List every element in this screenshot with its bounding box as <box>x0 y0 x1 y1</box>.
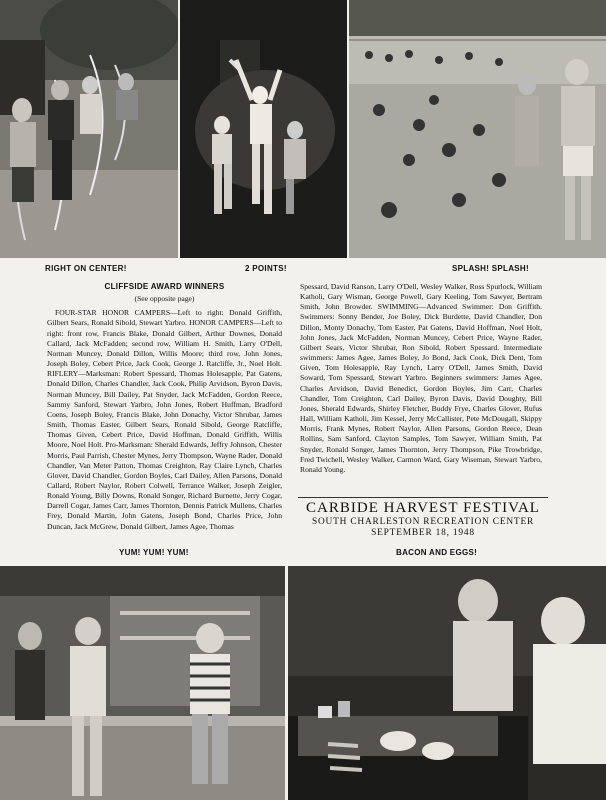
festival-place: SOUTH CHARLESTON RECREATION CENTER <box>311 517 535 527</box>
photo-kitchen <box>0 566 285 800</box>
festival-rule-top <box>298 497 548 498</box>
caption-kitchen: YUM! YUM! YUM! <box>119 548 189 557</box>
article-subheading: (See opposite page) <box>134 294 195 304</box>
article-body-2: Spessard, David Ranson, Larry O'Dell, Wesley Walker, Ross Spurlock, William Katholi, Gary Wisman, George Powell, Gary Keeling, Tom Sawyer, Bertram Smith, John Browder. SWIMMING—Advanced Swimmer: Don Griffith. Swimmers: Sonny Bender, Joe Boley, Dick Burdette, David Chandler, Don Dillon, Monty Donachy, Tom Easter, Pat Gatens, David Hoffman, Noel Holt, John Jones, Jack McFadden, Norman Muncey, Cebert Price, Wayne Rader, Gilbert Sears, Victor Shrubar, Ron Sibold, Robert Spessard. Intermediate swimmers: James Agee, James Boley, Jo Bond, Jack Cook, Dick Dent, Tom Given, Tom Holesapple, Ray Lynch, Larry O'Dell, James Smith, David Soward, Tom Spessard, Stewart Yarbro. Beginners swimmers: James Agee, Charles Arvidson, David Benedict, Gordon Boyles, Jim Carr, Charles Chandler, Tom Creighton, Carl Dailey, Byron Davis, David Doughty, Bill Jones, Sherald Edwards, Shirley Fletcher, Buddy Frye, Charles Glover, Rufus Hall, William Katholi, Jim Kessel, Jerry McCallister, Pete McDougall, Skippy Morris, Frank Mynes, Robert Naylor, Allen Parsons, Gordon Reece, Dean Rollins, Sam Sanford, Clayton Samples, Tom Sawyer, William Smith, Pat Snyder, Ronald Songer, James Thornton, Jerry Thompson, Pike Trowbridge, Fred Twichell, Wesley Walker, Carmon Ward, Gary Wiseman, Stewart Yarbro, Ronald Young. <box>300 282 542 474</box>
caption-cooking: BACON AND EGGS! <box>396 548 478 557</box>
article-column-1 <box>47 282 282 532</box>
photo-pool <box>349 0 606 258</box>
photo-ball <box>180 0 347 258</box>
festival-title: CARBIDE HARVEST FESTIVAL <box>306 500 540 516</box>
article-heading: CLIFFSIDE AWARD WINNERS <box>104 282 225 291</box>
festival-date: SEPTEMBER 18, 1948 <box>371 528 475 538</box>
photo-archery <box>0 0 178 258</box>
festival-block <box>298 497 548 539</box>
photo-cooking <box>288 566 606 800</box>
caption-ball: 2 POINTS! <box>245 264 287 273</box>
article-column-2 <box>300 282 542 475</box>
caption-archery: RIGHT ON CENTER! <box>45 264 127 273</box>
article-body-1: FOUR-STAR HONOR CAMPERS—Left to right: Donald Griffith, Gilbert Sears, Ronald Sibold, Stewart Yarbro. HONOR CAMPERS—Left to right: front row, Francis Blake, Donald Gilbert, Arthur Downes, Donald Callard, Jack McFadden; second row, William H. Smith, Larry O'Dell, Norman Muncey, Donald Dillon, Willis Moore; third row, John Jones, Joseph Boley, Cebert Price, Jack Cook, George J. Ratcliffe, Jr., Noel Holt. RIFLERY—Marksman: Robert Spessard, Thomas Holesapple, Pat Gatens, Donald Dillon, Charles Chandler, Jack Cook, Philip Arvidson, Byron Davis, Norman Muncey, Bill Dailey, Pat Snyder, Jack McFadden, Gordon Reece, Sammy Sanford, Stewart Yarbro, John Jones, Robert Huffman, Bradford Coens, Joseph Boley, Francis Blake, John Donachy, Victor Shrubar, James Smith, Thomas Easter, Gilbert Sears, Ronald Sibold, George Ratcliffe, Thomas Given, Cebert Price, David Hoffman, Donald Griffith, Willis Moore, Noel Holt. Pro-Marksman: Sherald Edwards, Jeffry Johnson, Chester Morris, Paul Parrish, Chester Mynes, Jerry Thompson, Wayne Rader, Donald Chandler, Van Meter Patton, Thomas Creighton, Ray Claire Lynch, Charles Glover, David Chandler, Gordon Boyles, Carl Dailey, Allen Parsons, Donald Callard, Robert Naylor, Robert Colwell, Terrance Walker, Joseph Zeigler, Ronald Young, Billy Downs, Ronald Songer, Richard Burnette, Jerry Cogar, Darrell Cogar, James Carr, James Thornton, Dennis Patrick Mullens, Charles Frey, Donald Martin, John Gatens, Joseph Bond, Charles Price, John Duncan, Jack McGrew, Donald Gilbert, James Agee, Thomas <box>47 308 282 531</box>
caption-pool: SPLASH! SPLASH! <box>452 264 529 273</box>
